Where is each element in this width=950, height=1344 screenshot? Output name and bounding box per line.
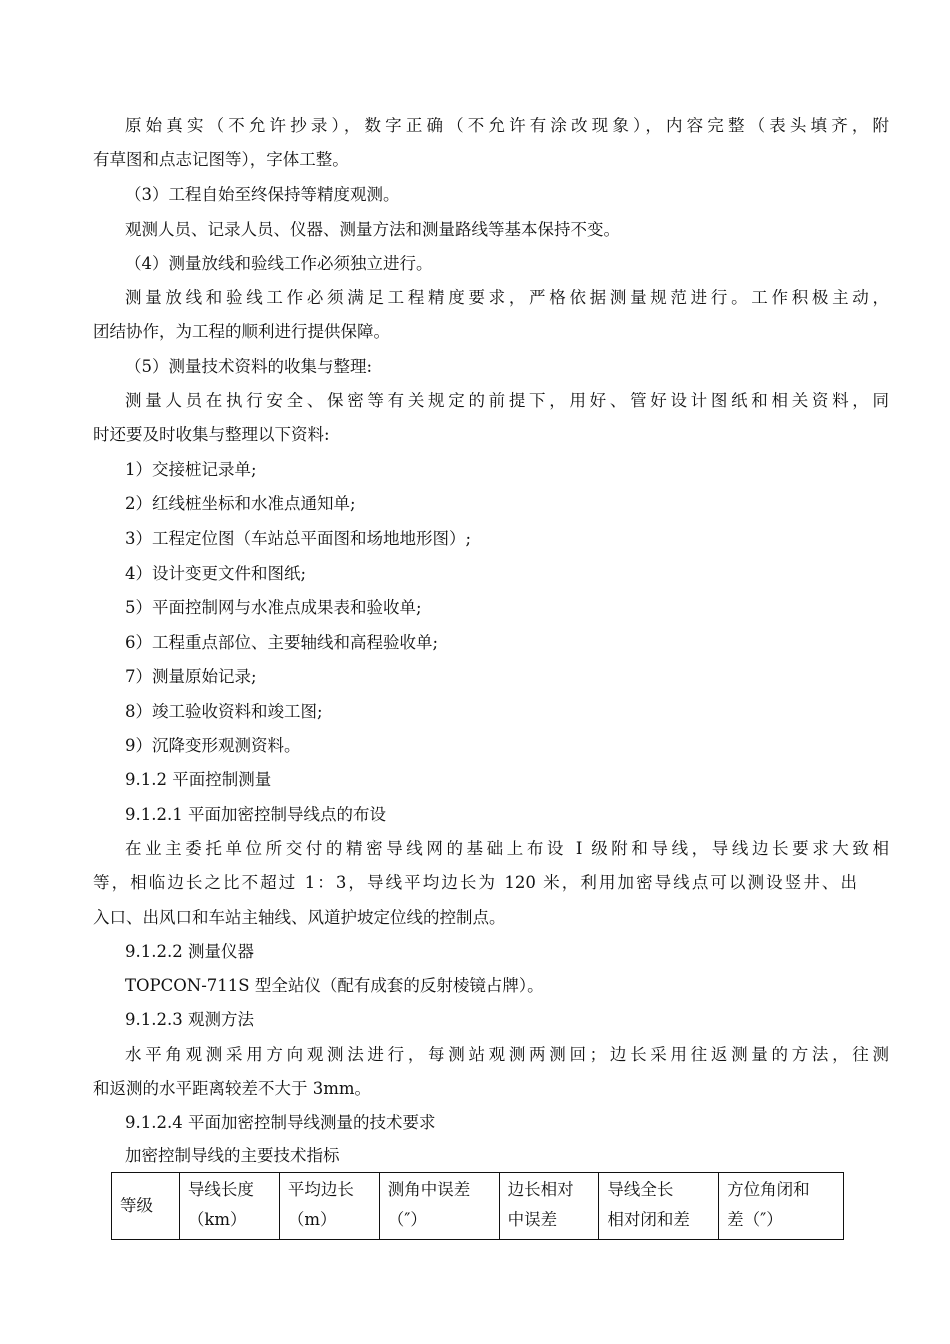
paragraph-line: 入口、出风口和车站主轴线、风道护坡定位线的控制点。 bbox=[93, 908, 506, 927]
header-text: 导线全长 bbox=[607, 1180, 674, 1199]
paragraph-line: 等，相临边长之比不超过 1：3，导线平均边长为 120 米，利用加密导线点可以测设竖井、出 bbox=[93, 873, 857, 892]
paragraph-line: 在业主委托单位所交付的精密导线网的基础上布设 I 级附和导线，导线边长要求大致相 bbox=[125, 839, 889, 858]
list-item: 7）测量原始记录; bbox=[125, 667, 257, 686]
header-cell-angle-error bbox=[379, 1173, 499, 1240]
list-heading: （3）工程自始至终保持等精度观测。 bbox=[125, 185, 400, 204]
technical-indicators-table bbox=[111, 1172, 844, 1240]
table-caption: 加密控制导线的主要技术指标 bbox=[125, 1146, 340, 1165]
header-unit: （km） bbox=[187, 1210, 247, 1229]
header-text: 测角中误差 bbox=[387, 1180, 471, 1199]
header-text: 方位角闭和 bbox=[727, 1180, 810, 1199]
paragraph-line: TOPCON-711S 型全站仪（配有成套的反射棱镜占牌）。 bbox=[125, 976, 544, 995]
list-item: 8）竣工验收资料和竣工图; bbox=[125, 702, 323, 721]
subsection-heading: 9.1.2.1 平面加密控制导线点的布设 bbox=[125, 805, 386, 824]
list-heading: （5）测量技术资料的收集与整理: bbox=[125, 357, 373, 376]
table-header-row bbox=[112, 1173, 844, 1240]
paragraph-line: 团结协作，为工程的顺利进行提供保障。 bbox=[93, 322, 390, 341]
list-item: 5）平面控制网与水准点成果表和验收单; bbox=[125, 598, 422, 617]
subsection-heading: 9.1.2.4 平面加密控制导线测量的技术要求 bbox=[125, 1113, 436, 1132]
paragraph-line: 和返测的水平距离较差不大于 3mm。 bbox=[93, 1079, 372, 1098]
list-item: 6）工程重点部位、主要轴线和高程验收单; bbox=[125, 633, 439, 652]
header-cell-length bbox=[179, 1173, 279, 1240]
paragraph-line: 测量人员在执行安全、保密等有关规定的前提下，用好、管好设计图纸和相关资料，同 bbox=[125, 391, 889, 410]
list-item: 4）设计变更文件和图纸; bbox=[125, 564, 307, 583]
header-cell-azimuth-closure bbox=[719, 1173, 844, 1240]
paragraph-line: 观测人员、记录人员、仪器、测量方法和测量路线等基本保持不变。 bbox=[125, 220, 620, 239]
subsection-heading: 9.1.2.2 测量仪器 bbox=[125, 942, 254, 961]
header-unit: （″） bbox=[387, 1210, 427, 1229]
header-text: 导线长度 bbox=[187, 1180, 254, 1199]
list-item: 3）工程定位图（车站总平面图和场地地形图）; bbox=[125, 529, 472, 548]
header-unit: 相对闭和差 bbox=[607, 1210, 690, 1229]
paragraph-line: 时还要及时收集与整理以下资料: bbox=[93, 425, 330, 444]
list-item: 1）交接桩记录单; bbox=[125, 460, 257, 479]
header-cell-grade bbox=[112, 1173, 180, 1240]
header-text: 等级 bbox=[120, 1196, 153, 1215]
header-unit: （m） bbox=[287, 1210, 337, 1229]
subsection-heading: 9.1.2.3 观测方法 bbox=[125, 1010, 254, 1029]
header-unit: 中误差 bbox=[507, 1210, 558, 1229]
paragraph-line: 原始真实（不允许抄录），数字正确（不允许有涂改现象），内容完整（表头填齐，附 bbox=[125, 116, 889, 135]
list-item: 9）沉降变形观测资料。 bbox=[125, 736, 301, 755]
header-text: 平均边长 bbox=[287, 1180, 354, 1199]
header-cell-side-relative-error bbox=[499, 1173, 599, 1240]
paragraph-line: 有草图和点志记图等），字体工整。 bbox=[93, 150, 349, 169]
list-item: 2）红线桩坐标和水准点通知单; bbox=[125, 494, 356, 513]
header-unit: 差（″） bbox=[727, 1210, 783, 1229]
header-text: 边长相对 bbox=[507, 1180, 574, 1199]
header-cell-total-closure bbox=[599, 1173, 719, 1240]
paragraph-line: 测量放线和验线工作必须满足工程精度要求，严格依据测量规范进行。工作积极主动， bbox=[125, 288, 889, 307]
list-heading: （4）测量放线和验线工作必须独立进行。 bbox=[125, 254, 433, 273]
header-cell-avg-side bbox=[279, 1173, 379, 1240]
paragraph-line: 水平角观测采用方向观测法进行，每测站观测两测回；边长采用往返测量的方法，往测 bbox=[125, 1045, 889, 1064]
section-heading: 9.1.2 平面控制测量 bbox=[125, 770, 272, 789]
